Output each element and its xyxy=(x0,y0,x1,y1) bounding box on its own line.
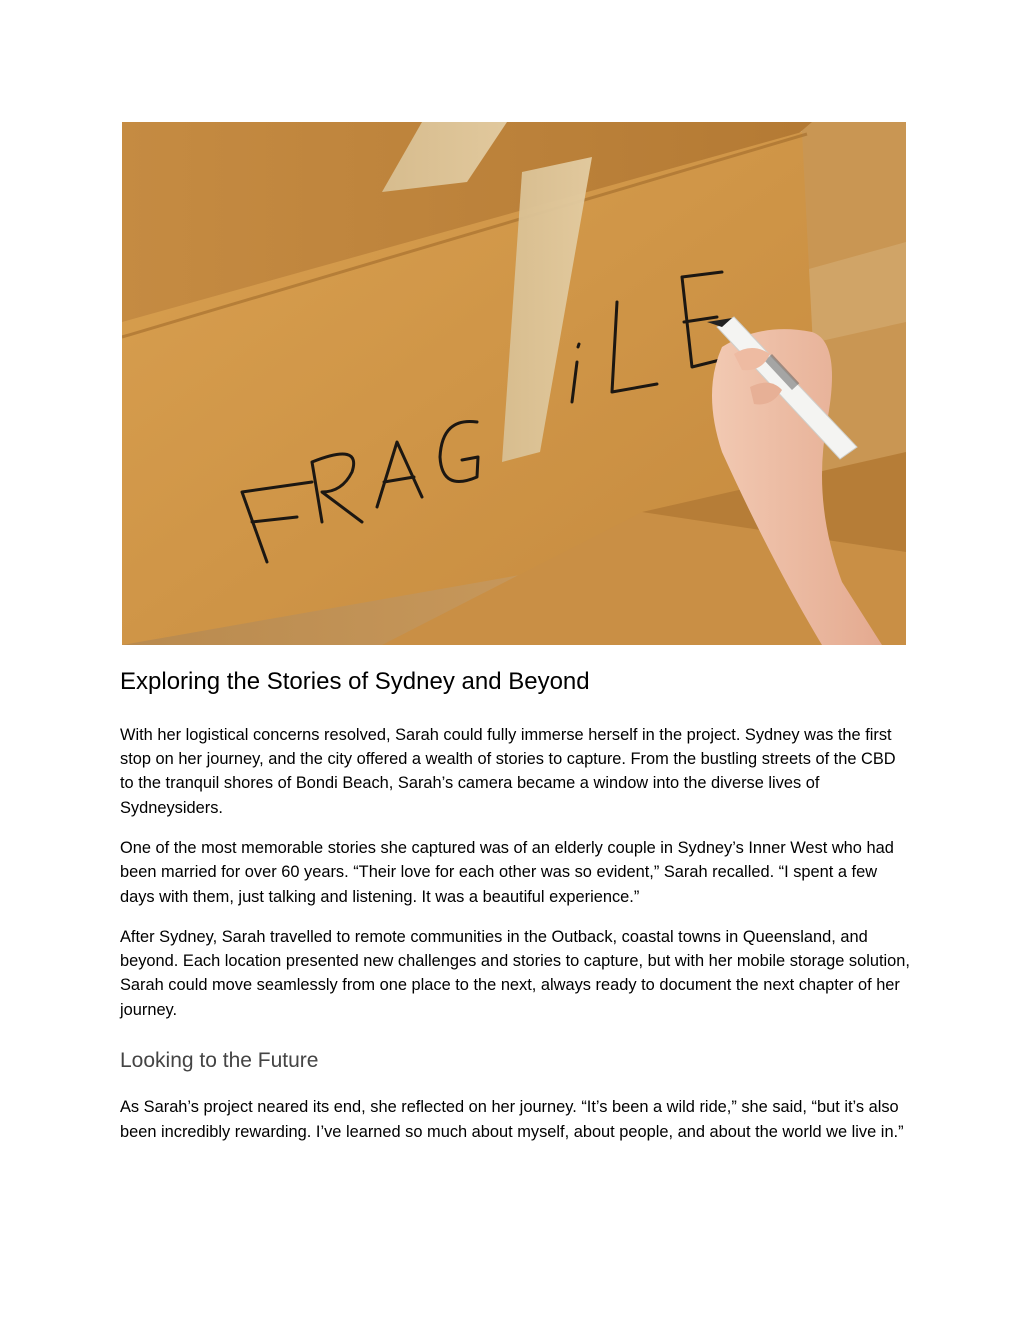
paragraph: One of the most memorable stories she captured was of an elderly couple in Sydney’s Inner West who had been married for over 60 years. “Their love for each other was so evident,” Sarah recalled. “I spent a few days with them, just talking and listening. It was a beautiful experience.” xyxy=(120,838,894,906)
article-body xyxy=(120,668,910,1160)
article-subheading: Looking to the Future xyxy=(120,1049,319,1073)
fragile-box-illustration xyxy=(122,122,906,645)
fragile-box-photo xyxy=(122,122,906,645)
paragraph: After Sydney, Sarah travelled to remote communities in the Outback, coastal towns in Queensland, and beyond. Each location presented new challenges and stories to capture, but with her mobile storage solution, Sarah could move seamlessly from one place to the next, always ready to document the next chapter of her journey. xyxy=(120,927,910,1019)
article-heading: Exploring the Stories of Sydney and Beyond xyxy=(120,668,590,695)
paragraph: With her logistical concerns resolved, Sarah could fully immerse herself in the project. Sydney was the first stop on her journey, and the city offered a wealth of stories to capture. From the bustling streets of the CBD to the tranquil shores of Bondi Beach, Sarah’s camera became a window into the diverse lives of Sydneysiders. xyxy=(120,725,896,817)
paragraph: As Sarah’s project neared its end, she reflected on her journey. “It’s been a wild ride,” she said, “but it’s also been incredibly rewarding. I’ve learned so much about myself, about people, and about the world we live in.” xyxy=(120,1098,904,1141)
